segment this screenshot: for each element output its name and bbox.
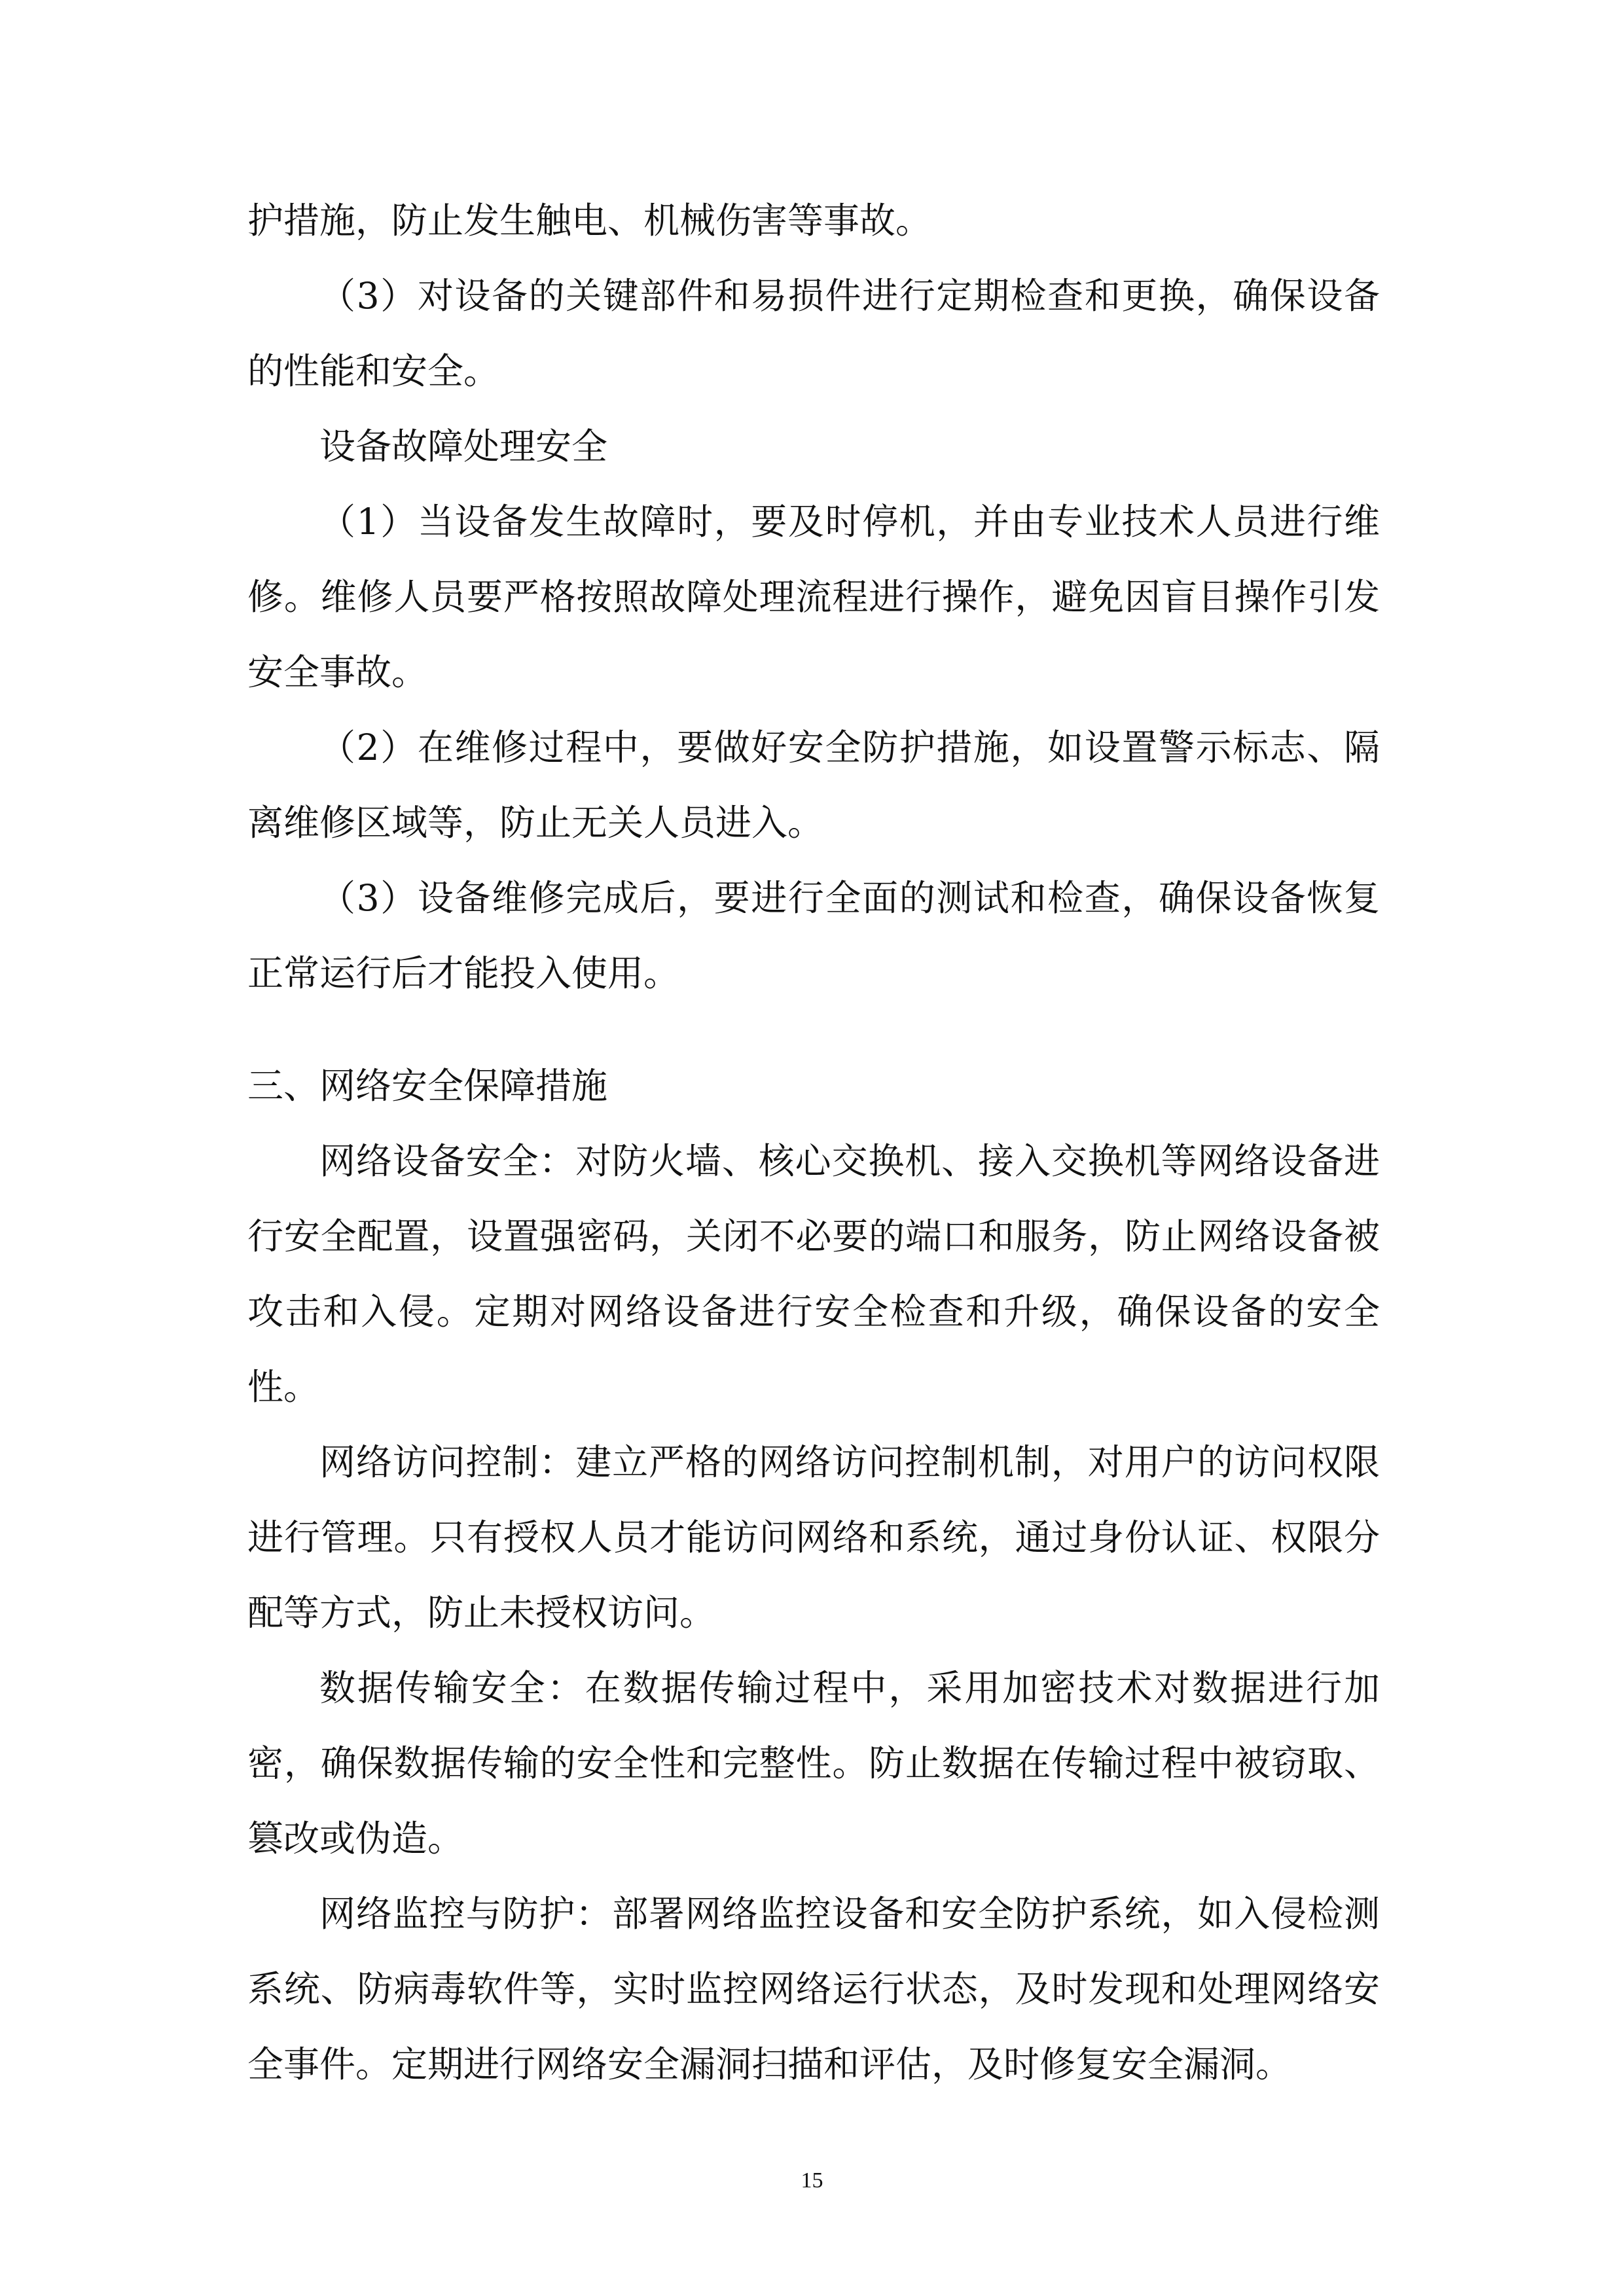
subheading-fault-handling: 设备故障处理安全 — [319, 425, 608, 467]
section-heading-network-security: 三、网络安全保障措施 — [247, 1065, 608, 1107]
page-number: 15 — [801, 2168, 823, 2193]
paragraph-network-monitoring: 网络监控与防护：部署网络监控设备和安全防护系统，如入侵检测系统、防病毒软件等，实时监控网络运行状态，及时发现和处理网络安全事件。定期进行网络安全漏洞扫描和评估，及时修复安全漏洞。 — [247, 1893, 1380, 2085]
paragraph-item-3-inspection: （3）对设备的关键部件和易损件进行定期检查和更换，确保设备的性能和安全。 — [247, 275, 1380, 392]
paragraph-network-access-control: 网络访问控制：建立严格的网络访问控制机制，对用户的访问权限进行管理。只有授权人员才能访问网络和系统，通过身份认证、权限分配等方式，防止未授权访问。 — [247, 1441, 1380, 1634]
paragraph-continuation: 护措施，防止发生触电、机械伤害等事故。 — [247, 200, 932, 242]
paragraph-item-1-shutdown: （1）当设备发生故障时，要及时停机，并由专业技术人员进行维修。维修人员要严格按照故障处理流程进行操作，避免因盲目操作引发安全事故。 — [247, 501, 1380, 693]
paragraph-item-2-protection: （2）在维修过程中，要做好安全防护措施，如设置警示标志、隔离维修区域等，防止无关人员进入。 — [247, 726, 1380, 844]
paragraph-network-device-security: 网络设备安全：对防火墙、核心交换机、接入交换机等网络设备进行安全配置，设置强密码，关闭不必要的端口和服务，防止网络设备被攻击和入侵。定期对网络设备进行安全检查和升级，确保设备的安全性。 — [247, 1140, 1380, 1408]
paragraph-item-3-testing: （3）设备维修完成后，要进行全面的测试和检查，确保设备恢复正常运行后才能投入使用。 — [247, 877, 1380, 994]
paragraph-data-transmission-security: 数据传输安全：在数据传输过程中，采用加密技术对数据进行加密，确保数据传输的安全性和完整性。防止数据在传输过程中被窃取、篡改或伪造。 — [247, 1667, 1380, 1859]
page-body — [247, 183, 1380, 2102]
